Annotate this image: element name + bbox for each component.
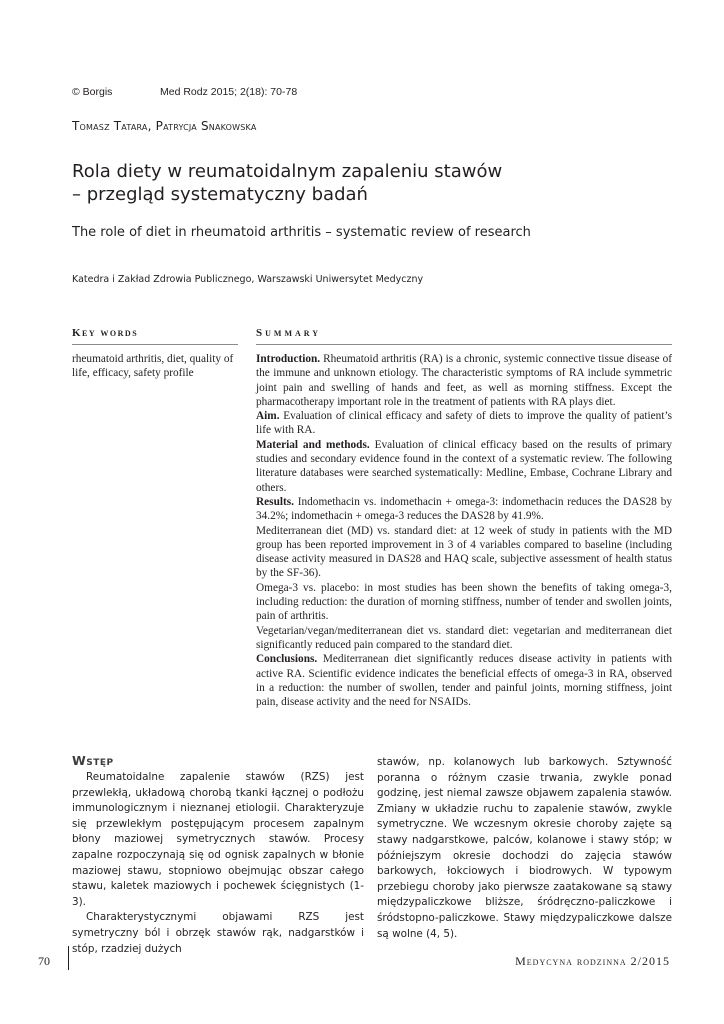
journal-citation: Med Rodz 2015; 2(18): 70-78 xyxy=(160,86,298,98)
introduction-label: Introduction. xyxy=(256,353,321,365)
footer-divider xyxy=(68,946,69,970)
title-line-1: Rola diety w reumatoidalnym zapaleniu stawów xyxy=(72,161,503,182)
summary-aim: Aim. Evaluation of clinical efficacy and safety of diets to improve the quality of patient’s life with RA. xyxy=(256,410,672,437)
body-column-right xyxy=(377,755,672,942)
article-title-english: The role of diet in rheumatoid arthritis – systematic review of research xyxy=(72,225,531,240)
summary-results-mediterranean: Mediterranean diet (MD) vs. standard diet: at 12 week of study in patients with the MD group has been reported improvement in 3 of 4 variables compared to baseline (including disease activity measured in DAS28 and HAQ scale, subjective assessment of health status by the SF-36). xyxy=(256,524,672,580)
body-paragraph: Charakterystycznymi objawami RZS jest symetryczny ból i obrzęk stawów rąk, nadgarstków i stóp, rzadziej dużych xyxy=(72,911,364,955)
conclusions-label: Conclusions. xyxy=(256,653,318,666)
summary-introduction: Introduction. Rheumatoid arthritis (RA) is a chronic, systemic connective tissue disease of the immune and unknown etiology. The characteristic symptoms of RA include symmetric joint pain and swelling of hands and feet, as well as morning stiffness. Except the pharmacotherapy important role in the treatment of patients with RA plays diet. xyxy=(256,353,672,408)
affiliation: Katedra i Zakład Zdrowia Publicznego, Warszawski Uniwersytet Medyczny xyxy=(72,274,424,285)
body-paragraph: stawów, np. kolanowych lub barkowych. Sztywność poranna o różnym czasie trwania, zwykle ponad godzinę, jest niemal zawsze objawem zapalenia stawów. Zmiany w układzie ruchu to zapalenie stawów, zwykle symetryczne. We wczesnym okresie choroby zajęte są stawy nadgarstkowe, palców, kolanowe i stawy stóp; w późniejszym okresie dochodzi do zajęcia stawów barkowych, łokciowych i biodrowych. W typowym przebiegu choroby jako pierwsze zaatakowane są stawy międzypaliczkowe bliższe, śródręczno-paliczkowe i śródstopno-paliczkowe. Stawy międzypaliczkowe dalsze są wolne (4, 5). xyxy=(377,756,672,940)
body-paragraph: Reumatoidalne zapalenie stawów (RZS) jest przewlekłą, układową chorobą tkanki łącznej o podłożu immunologicznym i nieznanej etiologii. Charakteryzuje się przewlekłym postępującym procesem zapalnym błony maziowej symetrycznych stawów. Procesy zapalne rozpoczynają się od ognisk zapalnych w błonie maziowej stawu, stopniowo obejmując obszar całego stawu, kaletek maziowych i pochewek ścięgnistych (1-3). xyxy=(72,771,364,908)
results-label: Results. xyxy=(256,495,294,508)
summary-heading: Summary xyxy=(256,327,322,339)
key-words-heading: Key words xyxy=(72,327,139,339)
page-number: 70 xyxy=(38,954,50,968)
summary-results-vegetarian: Vegetarian/vegan/mediterranean diet vs. standard diet: vegetarian and mediterranean diet significantly reduced pain compared to the standard diet. xyxy=(256,624,672,651)
body-column-left xyxy=(72,770,364,957)
article-title-polish xyxy=(72,160,592,206)
introduction-heading: Wstęp xyxy=(72,753,114,768)
key-words-divider xyxy=(72,344,238,345)
aim-label: Aim. xyxy=(256,410,280,423)
copyright: © Borgis xyxy=(72,86,113,98)
journal-footer: Medycyna rodzinna 2/2015 xyxy=(515,954,670,968)
summary-methods: Material and methods. Evaluation of clinical efficacy based on the results of primary studies and secondary evidence found in the context of a systematic review. The following literature databases were searched systematically: Medline, Embase, Cochrane Library and others. xyxy=(256,438,673,494)
title-line-2: – przegląd systematyczny badań xyxy=(72,184,368,205)
methods-label: Material and methods. xyxy=(256,438,370,451)
authors: Tomasz Tatara, Patrycja Snakowska xyxy=(72,119,257,133)
summary-conclusions: Conclusions. Mediterranean diet significantly reduces disease activity in patients with active RA. Scientific evidence indicates the beneficial effects of omega-3 in RA, observed in a reduction: the number of swollen, tender and painful joints, morning stiffness, joint pain, disease activity and the need for NSAIDs. xyxy=(256,653,672,709)
summary-divider xyxy=(256,344,672,345)
summary-results-omega: Omega-3 vs. placebo: in most studies has been shown the benefits of taking omega-3, including reduction: the duration of morning stiffness, number of tender and swollen joints, pain of arthritis. xyxy=(256,581,672,623)
key-words-text: rheumatoid arthritis, diet, quality of life, efficacy, safety profile xyxy=(72,353,234,380)
header-citation-line xyxy=(72,86,297,98)
summary-body xyxy=(256,352,672,709)
summary-results: Results. Indomethacin vs. indomethacin + omega-3: indomethacin reduces the DAS28 by 34.2%; indomethacin + omega-3 reduces the DAS28 by 41.9%. xyxy=(256,495,672,523)
